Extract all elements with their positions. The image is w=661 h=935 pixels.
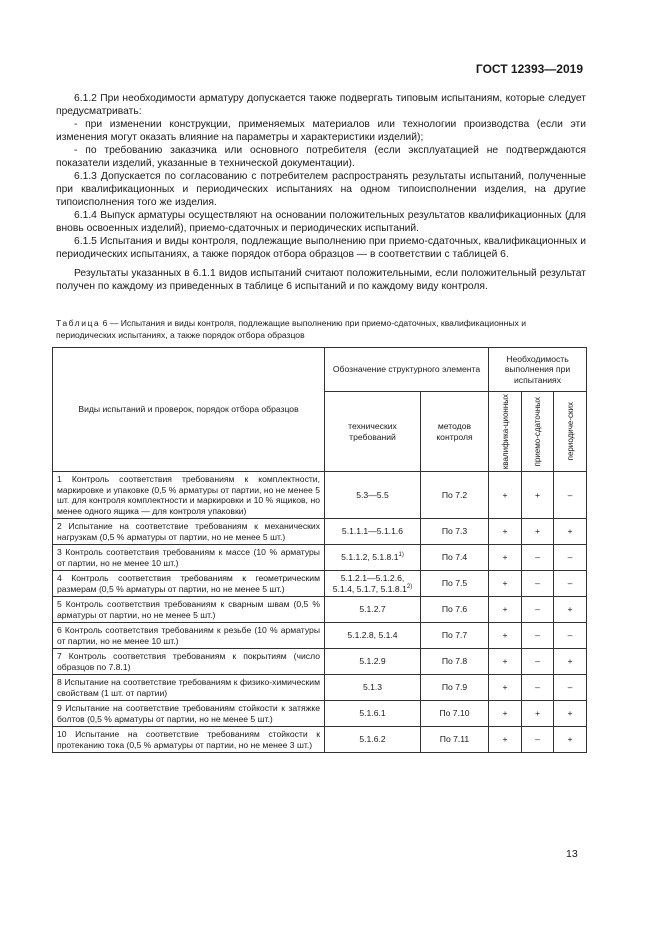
tests-table (52, 347, 587, 753)
qualification-mark: + (489, 701, 522, 727)
tech-requirements-cell (325, 519, 421, 545)
periodic-mark: – (554, 571, 587, 597)
qualification-mark: + (489, 727, 522, 753)
acceptance-mark: – (522, 675, 554, 701)
control-method-cell: По 7.5 (421, 571, 489, 597)
header-qualification: квалифика-ционных (489, 392, 522, 472)
table-row (53, 472, 587, 519)
tech-requirements-cell (325, 701, 421, 727)
periodic-mark: – (554, 472, 587, 519)
test-name-cell: 1 Контроль соответствия требованиям к комплектности, маркировке и упаковке (0,5 % арматуры от партии, но не менее 5 шт. для контроля комплектности и маркировки и 10 % ящиков, но менее одного ящика — для контроля упаковки) (53, 472, 325, 519)
control-method-cell: По 7.3 (421, 519, 489, 545)
control-method-cell: По 7.6 (421, 597, 489, 623)
tech-requirements-text: 5.1.2.1—5.1.2.6, 5.1.4, 5.1.7, 5.1.8.1 (332, 573, 407, 594)
table-row (53, 571, 587, 597)
qualification-mark: + (489, 675, 522, 701)
table-caption-text: 6 — Испытания и виды контроля, подлежащие выполнению при приемо-сдаточных, квалификационных и периодических испытаниях, а также порядок отбора образцов (56, 318, 527, 340)
header-test-types: Виды испытаний и проверок, порядок отбора образцов (53, 348, 325, 472)
control-method-cell: По 7.11 (421, 727, 489, 753)
acceptance-mark: – (522, 597, 554, 623)
periodic-mark: + (554, 649, 587, 675)
periodic-mark: – (554, 623, 587, 649)
footnote-mark: 2) (406, 583, 413, 590)
table-caption (56, 317, 586, 341)
control-method-cell: По 7.2 (421, 472, 489, 519)
qualification-mark: + (489, 545, 522, 571)
tech-requirements-cell (325, 727, 421, 753)
periodic-mark: – (554, 675, 587, 701)
acceptance-mark: + (522, 519, 554, 545)
control-method-cell: По 7.8 (421, 649, 489, 675)
paragraph: 6.1.3 Допускается по согласованию с потребителем распространять результаты испытаний, полученные при квалификационных и периодических испытаниях на одном типоисполнении изделия, на другие типоисполнения того же изделия. (56, 171, 586, 208)
body-text (56, 92, 586, 293)
header-control-methods: методов контроля (421, 392, 489, 472)
periodic-mark: + (554, 597, 587, 623)
tech-requirements-text: 5.1.1.2, 5.1.8.1 (341, 552, 399, 563)
tech-requirements-text: 5.1.3 (362, 682, 383, 693)
table-row (53, 701, 587, 727)
tech-requirements-text: 5.1.6.2 (359, 734, 386, 745)
qualification-mark: + (489, 649, 522, 675)
tech-requirements-cell (325, 472, 421, 519)
tech-requirements-cell (325, 571, 421, 597)
paragraph: - при изменении конструкции, применяемых материалов или технологии производства (если эти изменения могут оказать влияние на параметры и характеристики изделий); (56, 119, 586, 143)
page-number: 13 (566, 848, 578, 860)
qualification-mark: + (489, 597, 522, 623)
control-method-cell: По 7.9 (421, 675, 489, 701)
table-row (53, 675, 587, 701)
qualification-mark: + (489, 519, 522, 545)
table-row (53, 649, 587, 675)
periodic-mark: + (554, 701, 587, 727)
table-caption-label: Таблица (56, 318, 101, 328)
control-method-cell: По 7.4 (421, 545, 489, 571)
test-name-cell: 8 Испытание на соответствие требованиям к физико-химическим свойствам (1 шт. от партии) (53, 675, 325, 701)
header-necessity: Необходимость выполнения при испытаниях (489, 348, 587, 392)
test-name-cell: 9 Испытание на соответствие требованиям стойкости к затяжке болтов (0,5 % арматуры от партии, но не менее 5 шт.) (53, 701, 325, 727)
periodic-mark: + (554, 519, 587, 545)
test-name-cell: 5 Контроль соответствия требованиям к сварным швам (0,5 % арматуры от партии, но не менее 5 шт.) (53, 597, 325, 623)
test-name-cell: 6 Контроль соответствия требованиям к резьбе (10 % арматуры от партии, но не менее 10 шт.) (53, 623, 325, 649)
acceptance-mark: – (522, 545, 554, 571)
qualification-mark: + (489, 623, 522, 649)
paragraph: - по требованию заказчика или основного потребителя (если эксплуатацией не подтверждаются показатели изделий, указанные в технической документации). (56, 145, 586, 169)
paragraph: Результаты указанных в 6.1.1 видов испытаний считают положительными, если положительный результат получен по каждому из приведенных в таблице 6 испытаний и по каждому виду контроля. (56, 268, 586, 292)
test-name-cell: 7 Контроль соответствия требованиям к покрытиям (число образцов по 7.8.1) (53, 649, 325, 675)
table-row (53, 623, 587, 649)
table-row (53, 519, 587, 545)
tech-requirements-text: 5.1.2.8, 5.1.4 (347, 630, 398, 641)
tech-requirements-text: 5.1.2.7 (359, 604, 386, 615)
document-code: ГОСТ 12393—2019 (475, 62, 583, 76)
acceptance-mark: – (522, 623, 554, 649)
header-periodic: периодиче-ских (554, 392, 587, 472)
table-row (53, 597, 587, 623)
header-acceptance: приемо-сдаточных (522, 392, 554, 472)
test-name-cell: 10 Испытание на соответствие требованиям стойкости к протеканию тока (0,5 % арматуры от партии, но не менее 3 шт.) (53, 727, 325, 753)
tech-requirements-cell (325, 623, 421, 649)
tech-requirements-cell (325, 675, 421, 701)
test-name-cell: 2 Испытание на соответствие требованиям к механических нагрузкам (0,5 % арматуры от партии, но не менее 5 шт.) (53, 519, 325, 545)
paragraph: 6.1.4 Выпуск арматуры осуществляют на основании положительных результатов квалификационных (для вновь освоенных изделий), приемо-сдаточных и периодических испытаний. (56, 210, 586, 234)
acceptance-mark: + (522, 701, 554, 727)
tech-requirements-cell (325, 545, 421, 571)
tech-requirements-text: 5.1.2.9 (359, 656, 386, 667)
periodic-mark: – (554, 545, 587, 571)
table-row (53, 545, 587, 571)
tech-requirements-cell (325, 597, 421, 623)
header-structural-element: Обозначение структурного элемента (325, 348, 489, 392)
table-row (53, 727, 587, 753)
acceptance-mark: – (522, 571, 554, 597)
footnote-mark: 1) (398, 552, 404, 559)
qualification-mark: + (489, 571, 522, 597)
periodic-mark: + (554, 727, 587, 753)
paragraph: 6.1.5 Испытания и виды контроля, подлежащие выполнению при приемо-сдаточных, квалификационных и периодических испытаниях, а также порядок отбора образцов — в соответствии с таблицей 6. (56, 236, 586, 260)
tech-requirements-cell (325, 649, 421, 675)
test-name-cell: 4 Контроль соответствия требованиям к геометрическим размерам (0,5 % арматуры от партии, но не менее 5 шт.) (53, 571, 325, 597)
acceptance-mark: – (522, 649, 554, 675)
paragraph: 6.1.2 При необходимости арматуру допускается также подвергать типовым испытаниям, которые следует предусматривать: (56, 93, 586, 117)
tech-requirements-text: 5.3—5.5 (356, 489, 389, 500)
control-method-cell: По 7.7 (421, 623, 489, 649)
tech-requirements-text: 5.1.1.1—5.1.1.6 (341, 526, 404, 537)
header-tech-requirements: технических требований (325, 392, 421, 472)
control-method-cell: По 7.10 (421, 701, 489, 727)
test-name-cell: 3 Контроль соответствия требованиям к массе (10 % арматуры от партии, но не менее 10 шт.) (53, 545, 325, 571)
tech-requirements-text: 5.1.6.1 (359, 708, 386, 719)
acceptance-mark: + (522, 472, 554, 519)
acceptance-mark: – (522, 727, 554, 753)
qualification-mark: + (489, 472, 522, 519)
